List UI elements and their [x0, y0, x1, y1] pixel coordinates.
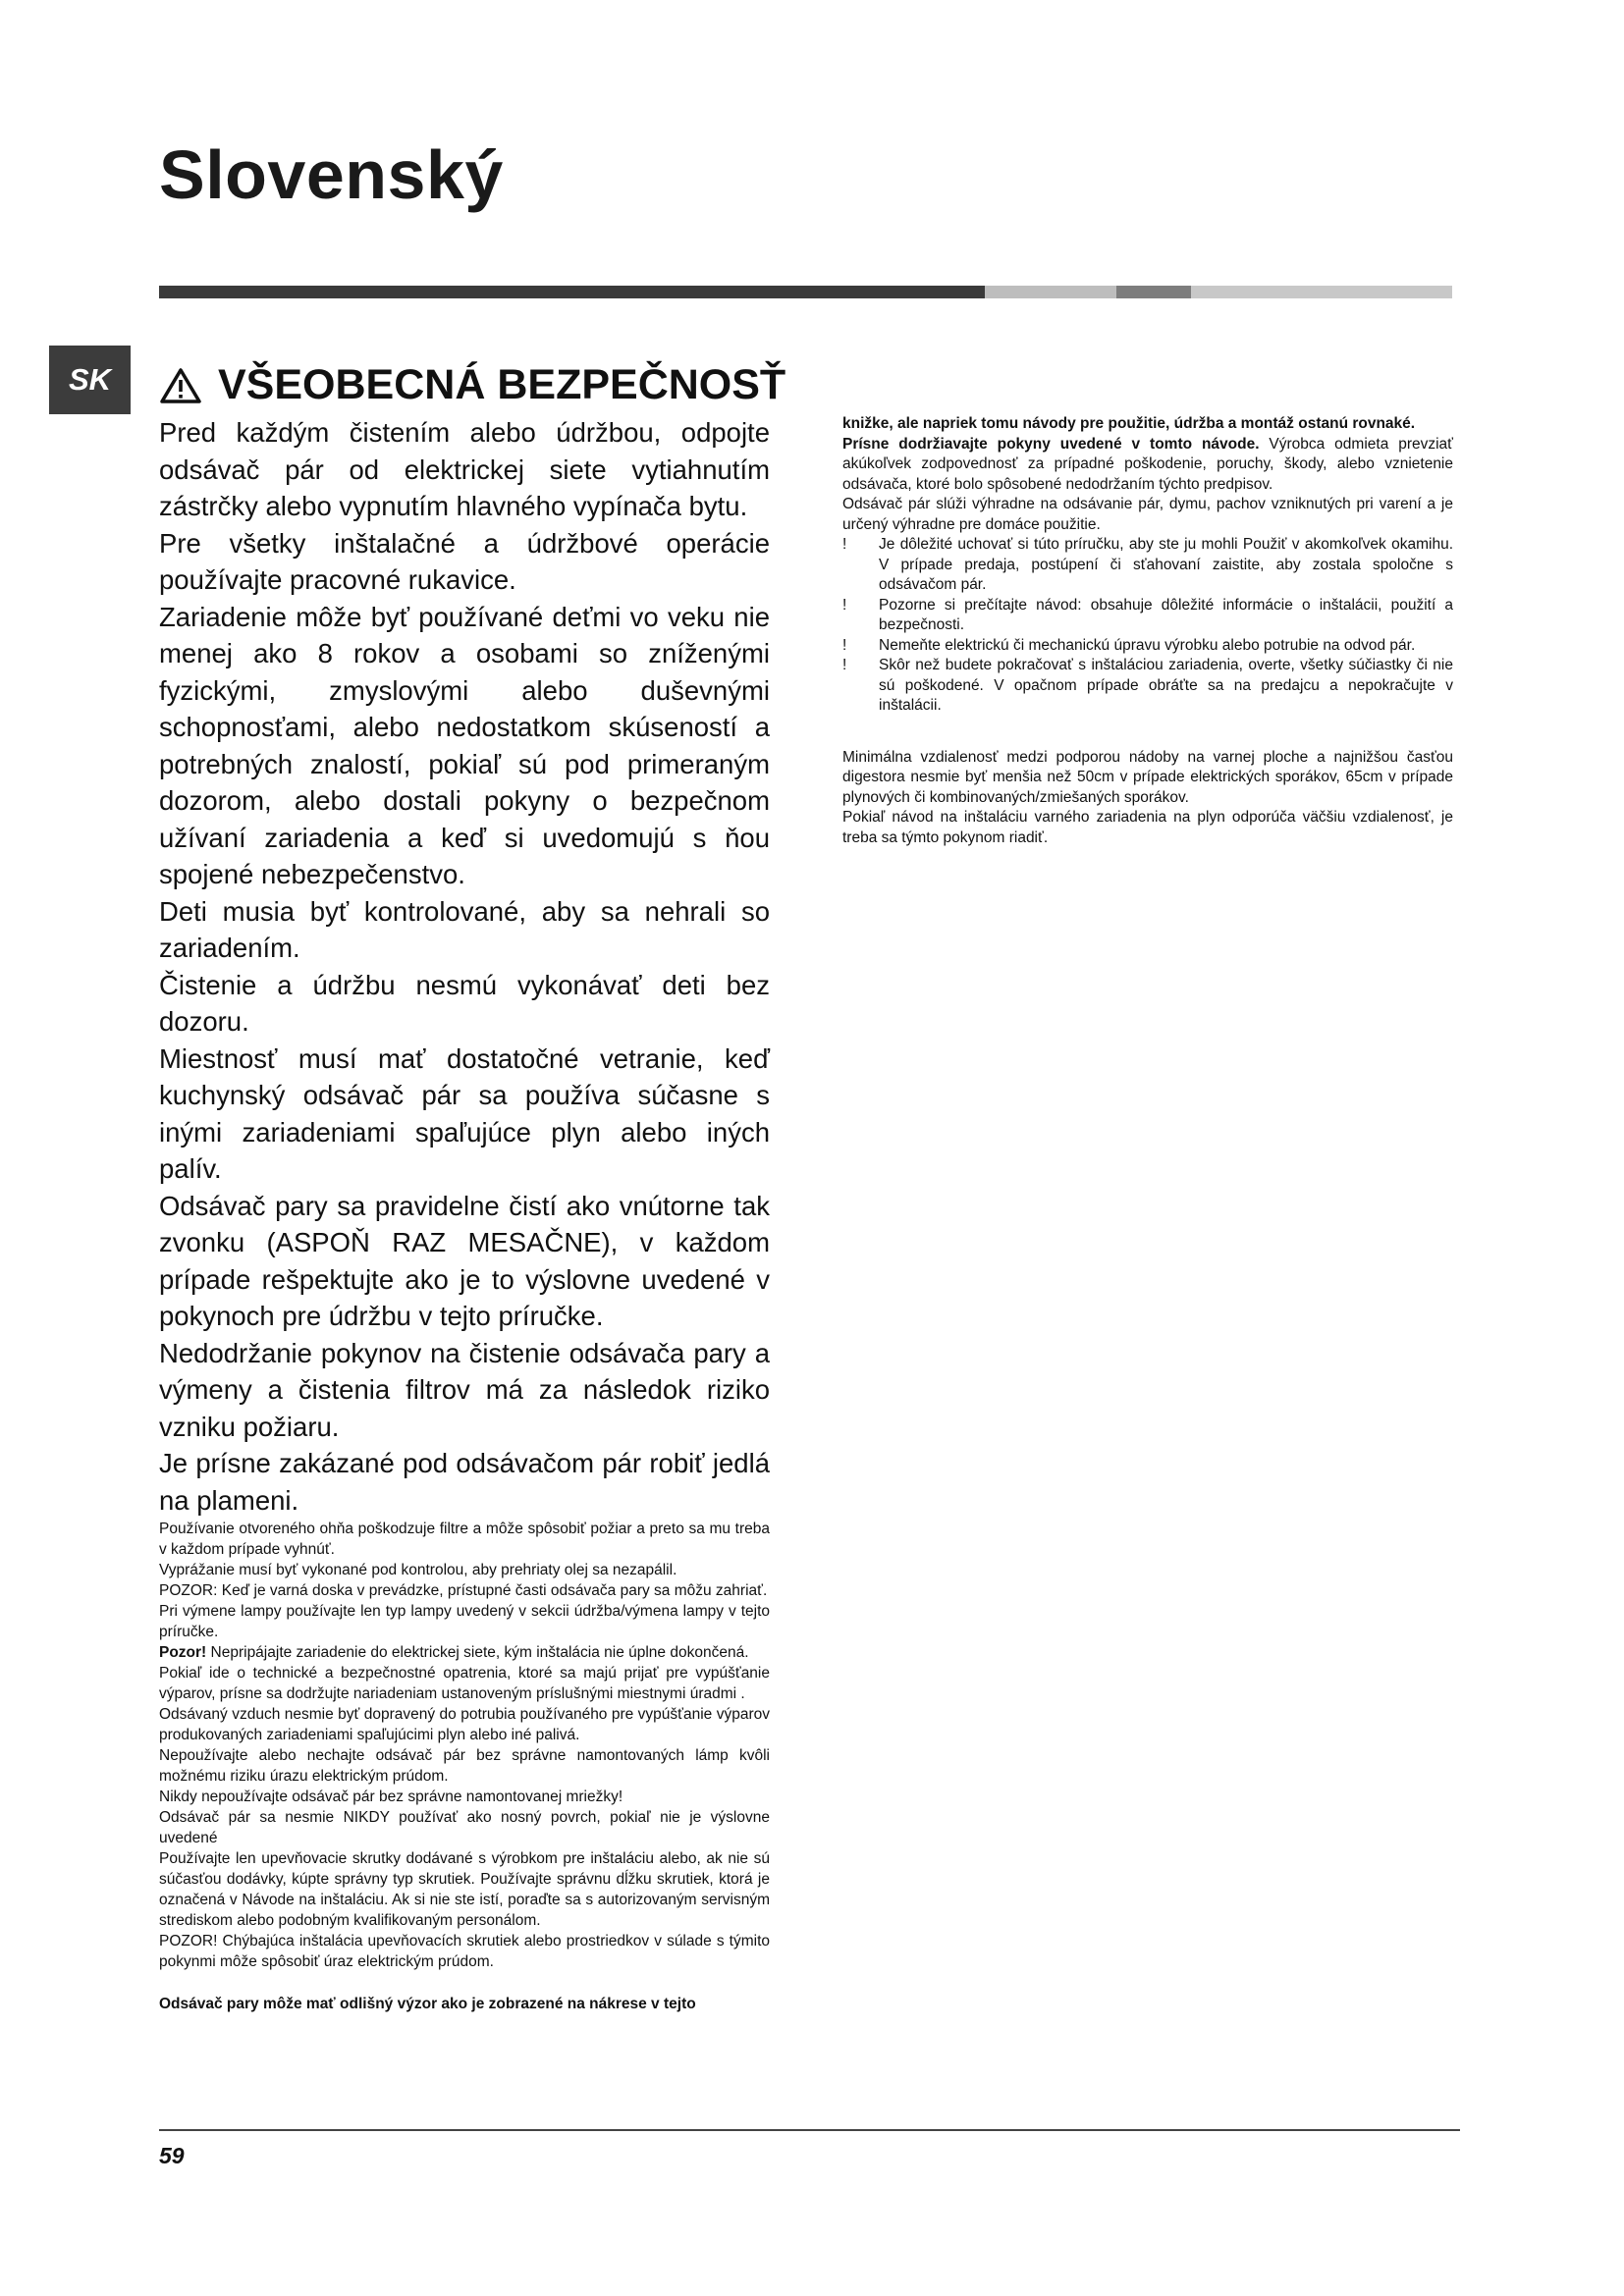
paragraph: Čistenie a údržbu nesmú vykonávať deti bez dozoru.	[159, 969, 770, 1037]
page-number: 59	[159, 2143, 185, 2168]
paragraph: Pre všetky inštalačné a údržbové operácie používajte pracovné rukavice.	[159, 527, 770, 595]
exclamation-icon: !	[842, 636, 847, 654]
header-rule-light	[985, 286, 1116, 298]
list-item	[842, 596, 1453, 636]
paragraph: Nepoužívajte alebo nechajte odsávač pár bez správne namontovaných lámp kvôli možnému riziku úrazu elektrickým prúdom.	[159, 1747, 770, 1785]
safety-warnings-large	[159, 414, 770, 1519]
paragraph: Je prísne zakázané pod odsávačom pár robiť jedlá na plameni.	[159, 1448, 770, 1516]
paragraph: POZOR! Chýbajúca inštalácia upevňovacích skrutiek alebo prostriedkov v súlade s týmito pokynmi môže spôsobiť úraz elektrickým prúdom.	[159, 1933, 770, 1970]
list-item-text: Nemeňte elektrickú či mechanickú úpravu výrobku alebo potrubie na odvod pár.	[879, 636, 1416, 654]
strict-text: Výrobca odmieta prevziať akúkoľvek zodpovednosť za prípadné poškodenie, poruchy, škody, alebo vznietenie odsávača, ktoré bolo spôsobené nedodržaním týchto predpisov.	[842, 435, 1453, 493]
bullet-list	[842, 535, 1453, 717]
section-heading	[159, 361, 785, 409]
page-title: Slovenský	[159, 136, 504, 213]
list-item-text: Pozorne si prečítajte návod: obsahuje dôležité informácie o inštalácii, použití a bezpečnosti.	[879, 596, 1453, 633]
paragraph	[159, 1642, 770, 1663]
header-rule-mid	[1116, 286, 1191, 298]
continuation-bold: knižke, ale napriek tomu návody pre použitie, údržba a montáž ostanú rovnaké.	[842, 415, 1416, 432]
distance-notes	[842, 748, 1453, 849]
language-tab: SK	[49, 346, 131, 414]
safety-notes-small	[159, 1519, 770, 1972]
paragraph: Pred každým čistením alebo údržbou, odpojte odsávač pár od elektrickej siete vytiahnutím zástrčky alebo vypnutím hlavného vypínača bytu.	[159, 417, 770, 521]
exclamation-icon: !	[842, 657, 847, 673]
paragraph: Nedodržanie pokynov na čistenie odsávača pary a výmeny a čistenia filtrov má za následok riziko vzniku požiaru.	[159, 1337, 770, 1442]
list-item-text: Skôr než budete pokračovať s inštaláciou zariadenia, overte, všetky súčiastky či nie sú poškodené. V opačnom prípade obráťte sa na predajcu a nepokračujte v inštalácii.	[879, 657, 1453, 714]
right-column	[842, 414, 1453, 848]
warning-icon	[159, 367, 202, 404]
left-column	[159, 414, 770, 2014]
paragraph: Vyprážanie musí byť vykonané pod kontrolou, aby prehriaty olej sa nezapálil.	[159, 1562, 677, 1578]
distance-text: Minimálna vzdialenosť medzi podporou nádoby na varnej ploche a najnižšou časťou digestora nesmie byť menšia než 50cm v prípade elektrických sporákov, 65cm v prípade plynových či kombinovaných/zmiešaných sporákov.	[842, 748, 1453, 806]
closing-note: Odsávač pary môže mať odlišný výzor ako je zobrazené na nákrese v tejto	[159, 1996, 696, 2012]
paragraph: Používajte len upevňovacie skrutky dodávané s výrobkom pre inštaláciu alebo, ak nie sú súčasťou dodávky, kúpte správny typ skrutiek. Používajte správnu dĺžku skrutiek, ktorá je označená v Návode na inštaláciu. Ak si nie ste istí, poraďte sa s autorizovaným servisným strediskom alebo podobným kvalifikovaným personálom.	[159, 1850, 770, 1929]
list-item	[842, 656, 1453, 717]
paragraph: Zariadenie môže byť používané deťmi vo veku nie menej ako 8 rokov a osobami so zníženými fyzickými, zmyslovými alebo duševnými schopnosťami, alebo nedostatkom skúseností a potrebných znalostí, pokiaľ sú pod primeraným dozorom, alebo dostali pokyny o bezpečnom užívaní zariadenia a keď si uvedomujú s ňou spojené nebezpečenstvo.	[159, 601, 770, 889]
list-item	[842, 535, 1453, 596]
paragraph: Odsávač pary sa pravidelne čistí ako vnútorne tak zvonku (ASPOŇ RAZ MESAČNE), v každom prípade rešpektujte ako je to výslovne uvedené v pokynoch pre údržbu v tejto príručke.	[159, 1190, 770, 1331]
continuation-text	[842, 414, 1453, 435]
paragraph: Miestnosť musí mať dostatočné vetranie, keď kuchynský odsávač pár sa používa súčasne s inými zariadeniami spaľujúce plyn alebo iných palív.	[159, 1042, 770, 1184]
strict-label: Prísne dodržiavajte pokyny uvedené v tomto návode.	[842, 435, 1260, 453]
caution-label: Pozor!	[159, 1644, 207, 1661]
list-item-text: Je dôležité uchovať si túto príručku, aby ste ju mohli Použiť v akomkoľvek okamihu. V prípade predaja, postúpení či sťahovaní zaistite, aby zostala spoločne s odsávačom pár.	[879, 536, 1453, 593]
footer-rule	[159, 2129, 1460, 2131]
paragraph: Nikdy nepoužívajte odsávač pár bez správne namontovanej mriežky!	[159, 1789, 623, 1805]
list-item	[842, 636, 1453, 657]
paragraph: Pokiaľ ide o technické a bezpečnostné opatrenia, ktoré sa majú prijať pre vypúšťanie výparov, prísne sa dodržujte nariadeniam ustanoveným príslušnými miestnymi úradmi .	[159, 1665, 770, 1702]
paragraph: Používanie otvoreného ohňa poškodzuje filtre a môže spôsobiť požiar a preto sa mu treba v každom prípade vyhnúť.	[159, 1521, 770, 1558]
exclamation-icon: !	[842, 596, 847, 614]
caution-text: Nepripájajte zariadenie do elektrickej siete, kým inštalácia nie úplne dokončená.	[206, 1644, 749, 1661]
paragraph: Pri výmene lampy používajte len typ lampy uvedený v sekcii údržba/výmena lampy v tejto príručke.	[159, 1603, 770, 1640]
paragraph: Deti musia byť kontrolované, aby sa nehrali so zariadením.	[159, 895, 770, 963]
paragraph: Odsávač pár sa nesmie NIKDY používať ako nosný povrch, pokiaľ nie je výslovne uvedené	[159, 1809, 770, 1846]
paragraph: POZOR: Keď je varná doska v prevádzke, prístupné časti odsávača pary sa môžu zahriať.	[159, 1582, 768, 1599]
purpose-text: Odsávač pár slúži výhradne na odsávanie pár, dymu, pachov vzniknutých pri varení a je určený výhradne pre domáce použitie.	[842, 496, 1453, 533]
paragraph: Odsávaný vzduch nesmie byť dopravený do potrubia používaného pre vypúšťanie výparov produkovaných zariadeniami spaľujúcimi plyn alebo iné palivá.	[159, 1706, 770, 1743]
section-title: VŠEOBECNÁ BEZPEČNOSŤ	[218, 361, 786, 408]
header-rule-light-end	[1191, 286, 1452, 298]
spacer	[842, 717, 1453, 748]
strict-instructions	[842, 435, 1453, 496]
gas-note-text: Pokiaľ návod na inštaláciu varného zariadenia na plyn odporúča väčšiu vzdialenosť, je treba sa týmto pokynom riadiť.	[842, 809, 1453, 846]
exclamation-icon: !	[842, 536, 847, 553]
right-text	[842, 414, 1453, 535]
header-rule-dark	[159, 286, 985, 298]
